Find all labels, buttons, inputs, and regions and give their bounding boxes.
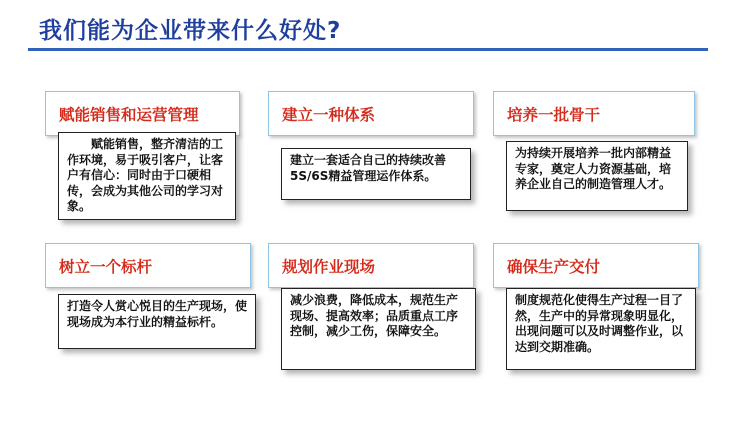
card-header: 规划作业现场 (268, 243, 474, 288)
slide-title: 我们能为企业带来什么好处? (39, 18, 342, 44)
card-header: 建立一种体系 (268, 91, 474, 136)
card-body: 为持续开展培养一批内部精益专家，奠定人力资源基础，培养企业自己的制造管理人才。 (506, 141, 688, 211)
title-divider (28, 48, 708, 51)
card-body: 减少浪费，降低成本，规范生产现场、提高效率；品质重点工序控制，减少工伤，保障安全。 (281, 288, 476, 370)
card-body: 建立一套适合自己的持续改善5S/6S精益管理运作体系。 (281, 148, 471, 200)
card-header: 培养一批骨干 (493, 91, 695, 136)
card-body: 赋能销售，整齐清洁的工作环境，易于吸引客户，让客户有信心：同时由于口硬相传，会成为其他公司的学习对象。 (58, 132, 236, 220)
card-header: 确保生产交付 (493, 243, 699, 288)
card-body: 制度规范化使得生产过程一目了然，生产中的异常现象明显化，出现问题可以及时调整作业，以达到交期准确。 (506, 288, 696, 370)
card-header: 树立一个标杆 (45, 243, 251, 288)
card-header: 赋能销售和运营管理 (45, 91, 240, 136)
card-body: 打造令人赏心悦目的生产现场，使现场成为本行业的精益标杆。 (58, 294, 256, 349)
